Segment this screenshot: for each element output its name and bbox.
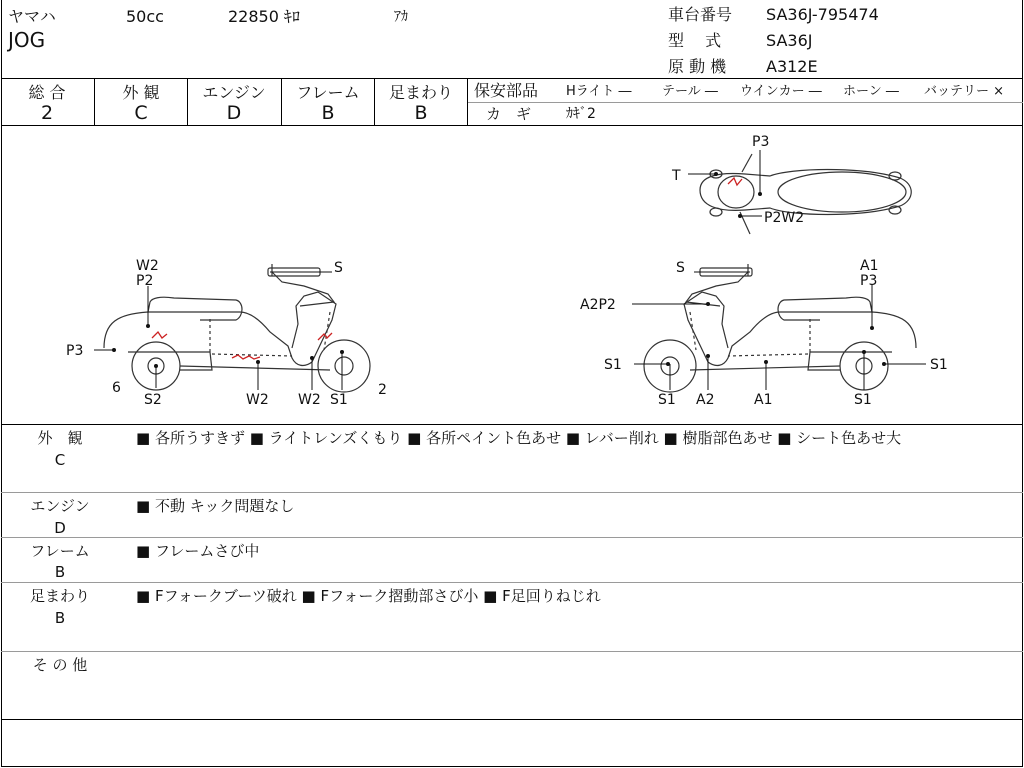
divider xyxy=(1,492,1023,493)
diag-label: P2 xyxy=(136,273,154,289)
grade-value-exterior: C xyxy=(134,102,148,124)
grade-label-engine: エンジン xyxy=(202,83,266,102)
diag-label: T xyxy=(672,168,681,184)
diag-label: S xyxy=(676,260,685,276)
diag-label: 2 xyxy=(378,382,387,398)
safety-headlight: Hライト ― xyxy=(566,84,632,99)
grade-label-exterior: 外 観 xyxy=(122,83,160,102)
diag-label: S1 xyxy=(854,392,872,408)
engine-code: A312E xyxy=(766,57,818,76)
color: ｱｶ xyxy=(394,9,408,25)
scooter-top-view xyxy=(700,154,911,234)
displacement: 50cc xyxy=(126,7,164,26)
model-name: JOG xyxy=(8,28,46,52)
diag-label: S2 xyxy=(144,392,162,408)
diag-label: P3 xyxy=(66,343,84,359)
note-grade-frame: B xyxy=(54,563,66,581)
note-category-suspension: 足まわり xyxy=(29,587,90,605)
safety-horn: ホーン ― xyxy=(843,84,899,99)
diag-label: W2 xyxy=(298,392,321,408)
divider xyxy=(1,78,1023,79)
note-category-exterior: 外 観 xyxy=(37,429,83,447)
diag-label: P2W2 xyxy=(764,210,805,226)
grade-label-suspension: 足まわり xyxy=(388,83,453,102)
note-category-other: そ の 他 xyxy=(32,656,88,674)
grade-label-frame: フレーム xyxy=(296,83,360,102)
note-text-suspension: ■ Fフォークブーツ破れ ■ Fフォーク摺動部さび小 ■ F足回りねじれ xyxy=(136,587,601,605)
divider xyxy=(467,78,468,125)
diag-label: S xyxy=(334,260,343,276)
safety-tail: テール ― xyxy=(662,84,718,99)
note-grade-exterior: C xyxy=(54,451,66,469)
grade-value-frame: B xyxy=(321,102,335,124)
note-category-frame: フレーム xyxy=(30,542,90,560)
damage-diagram xyxy=(0,126,1024,424)
divider xyxy=(1,537,1023,538)
divider xyxy=(1,719,1023,720)
key-value: ｶｷﾞ2 xyxy=(566,106,596,122)
diag-label: A1 xyxy=(860,258,879,274)
engine-label: 原 動 機 xyxy=(668,57,727,76)
key-label: カ ギ xyxy=(486,105,532,123)
grade-value-overall: 2 xyxy=(40,102,54,124)
divider xyxy=(1,651,1023,652)
safety-winker: ウインカー ― xyxy=(740,84,822,99)
maker: ヤマハ xyxy=(8,7,56,26)
grade-value-suspension: B xyxy=(414,102,428,124)
note-category-engine: エンジン xyxy=(30,497,90,515)
divider xyxy=(467,102,1023,103)
diag-label: S1 xyxy=(930,357,948,373)
diag-label: A2P2 xyxy=(580,297,616,313)
model-code: SA36J xyxy=(766,31,813,50)
frame-no: SA36J-795474 xyxy=(766,5,879,24)
divider xyxy=(1,582,1023,583)
diag-label: A2 xyxy=(696,392,715,408)
diag-label: S1 xyxy=(604,357,622,373)
safety-label: 保安部品 xyxy=(474,81,539,100)
frame-no-label: 車台番号 xyxy=(668,5,733,24)
note-text-exterior: ■ 各所うすきず ■ ライトレンズくもり ■ 各所ペイント色あせ ■ レバー削れ ■ 樹脂部色あせ ■ シート色あせ大 xyxy=(136,429,902,447)
note-grade-suspension: B xyxy=(54,609,66,627)
diag-label: S1 xyxy=(330,392,348,408)
model-code-label: 型 式 xyxy=(668,31,722,50)
mileage: 22850 ｷﾛ xyxy=(228,7,300,26)
diag-label: A1 xyxy=(754,392,773,408)
diag-label: S1 xyxy=(658,392,676,408)
note-text-engine: ■ 不動 キック問題なし xyxy=(136,497,295,515)
diag-label: P3 xyxy=(860,273,878,289)
note-grade-engine: D xyxy=(54,519,66,537)
safety-battery: バッテリー × xyxy=(924,84,1005,99)
note-text-frame: ■ フレームさび中 xyxy=(136,542,260,560)
diag-label: W2 xyxy=(246,392,269,408)
divider xyxy=(1,424,1023,425)
diag-label: P3 xyxy=(752,134,770,150)
grade-label-overall: 総 合 xyxy=(28,83,66,102)
diag-label: 6 xyxy=(112,380,121,396)
grade-value-engine: D xyxy=(226,102,242,124)
diag-label: W2 xyxy=(136,258,159,274)
